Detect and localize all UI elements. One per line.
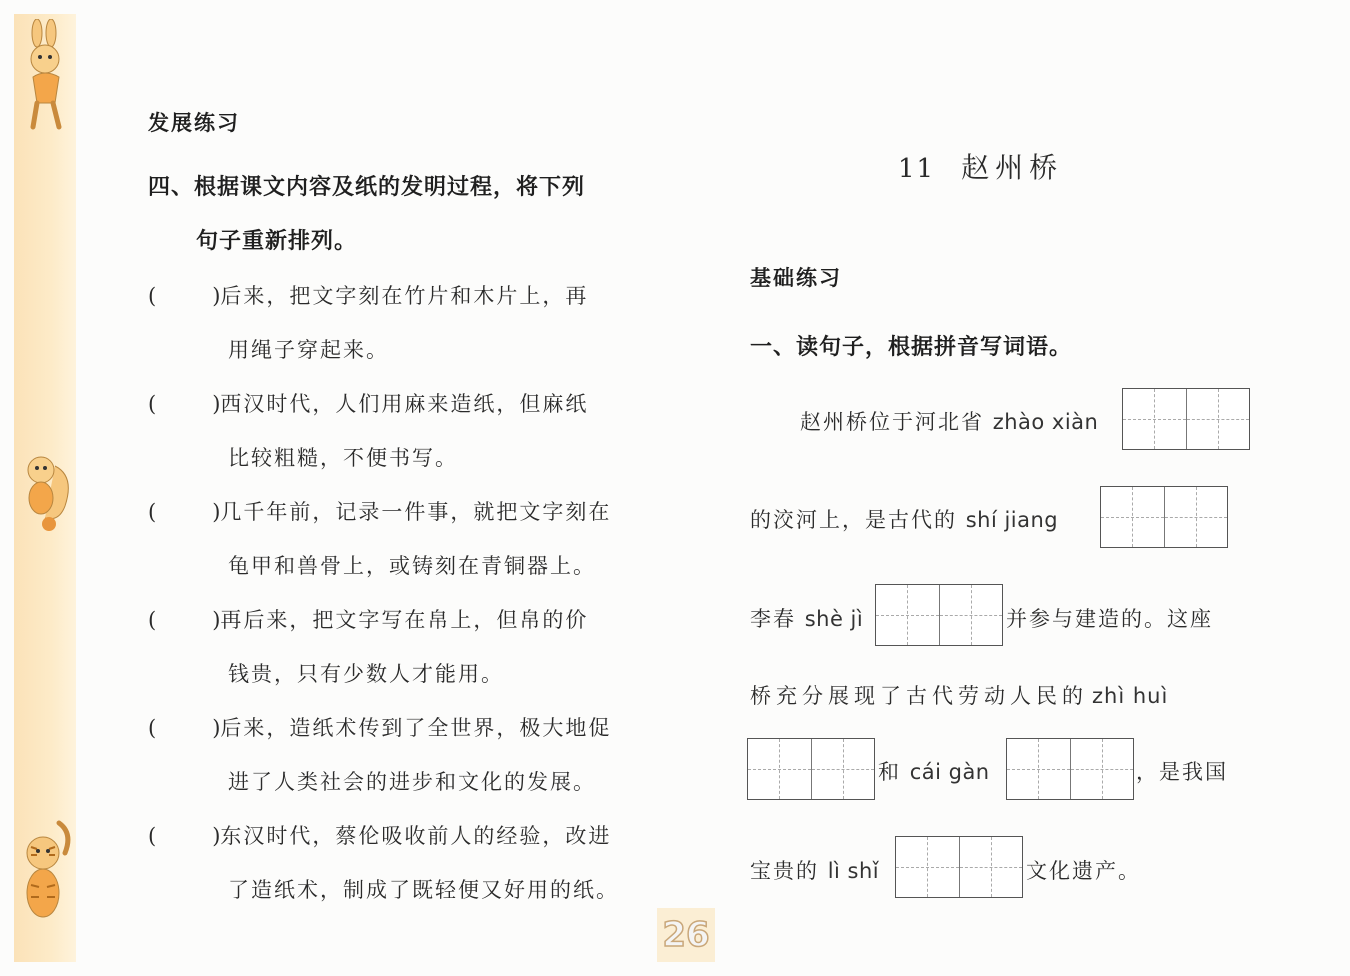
page-number: 26 xyxy=(657,908,715,962)
answer-paren-open[interactable]: ( xyxy=(148,608,157,632)
item-text-line1: 后来，把文字刻在竹片和木片上，再 xyxy=(220,284,589,308)
passage-segment: 文化遗产。 xyxy=(1026,859,1141,883)
pinyin-hint: zhào xiàn xyxy=(992,410,1099,434)
answer-paren-close: ) xyxy=(212,500,221,524)
answer-paren-close: ) xyxy=(212,392,221,416)
item-text-line2: 龟甲和兽骨上，或铸刻在青铜器上。 xyxy=(228,554,596,578)
answer-grid-lishi[interactable] xyxy=(895,836,1023,898)
answer-grid-sheji[interactable] xyxy=(875,584,1003,646)
answer-grid-zhaoxian[interactable] xyxy=(1122,388,1250,450)
item-text-line1: 西汉时代，人们用麻来造纸，但麻纸 xyxy=(220,392,589,416)
passage-segment: 赵州桥位于河北省 xyxy=(800,410,984,434)
question-title-line2: 句子重新排列。 xyxy=(196,229,358,254)
passage-segment: 桥充分展现了古代劳动人民的 xyxy=(750,684,1088,708)
lesson-title xyxy=(898,146,1063,186)
answer-paren-open[interactable]: ( xyxy=(148,716,157,740)
pinyin-hint: shè jì xyxy=(804,607,864,631)
pinyin-hint: zhì huì xyxy=(1092,684,1169,708)
item-text-line2: 用绳子穿起来。 xyxy=(228,338,389,362)
passage-segment: 和 xyxy=(878,760,901,784)
passage-text xyxy=(878,756,990,786)
tiger-icon xyxy=(14,812,76,932)
item-text-line1: 几千年前，记录一件事，就把文字刻在 xyxy=(220,500,612,524)
answer-paren-close: ) xyxy=(212,716,221,740)
passage-text xyxy=(750,855,879,885)
passage-text xyxy=(750,504,1058,534)
answer-grid-caigan[interactable] xyxy=(1006,738,1134,800)
question-title-line1: 四、根据课文内容及纸的发明过程，将下列 xyxy=(148,175,586,200)
lesson-number: 11 xyxy=(898,154,936,184)
passage-segment: 宝贵的 xyxy=(750,859,819,883)
passage-text xyxy=(750,680,1168,710)
lesson-title-text: 赵州桥 xyxy=(961,151,1064,184)
pinyin-hint: shí jiang xyxy=(965,508,1059,532)
answer-grid-zhihui[interactable] xyxy=(747,738,875,800)
passage-segment: 李春 xyxy=(750,607,796,631)
item-text-line1: 东汉时代，蔡伦吸收前人的经验，改进 xyxy=(220,824,612,848)
rabbit-icon xyxy=(14,18,76,138)
passage-segment: 的洨河上，是古代的 xyxy=(750,508,957,532)
item-text-line2: 钱贵，只有少数人才能用。 xyxy=(228,662,504,686)
section-heading-development: 发展练习 xyxy=(148,111,240,135)
answer-paren-close: ) xyxy=(212,608,221,632)
passage-text xyxy=(800,406,1098,436)
pinyin-hint: cái gàn xyxy=(909,760,990,784)
squirrel-icon xyxy=(14,445,76,535)
passage-segment: 并参与建造的。这座 xyxy=(1006,607,1213,631)
section-heading-basic: 基础练习 xyxy=(750,266,842,290)
answer-paren-open[interactable]: ( xyxy=(148,284,157,308)
passage-segment: ，是我国 xyxy=(1136,760,1228,784)
item-text-line1: 再后来，把文字写在帛上，但帛的价 xyxy=(220,608,589,632)
answer-paren-open[interactable]: ( xyxy=(148,392,157,416)
answer-paren-close: ) xyxy=(212,824,221,848)
pinyin-hint: lì shǐ xyxy=(827,859,880,883)
answer-grid-shijiang[interactable] xyxy=(1100,486,1228,548)
question-title-pinyin: 一、读句子，根据拼音写词语。 xyxy=(750,335,1073,360)
passage-text xyxy=(750,603,863,633)
answer-paren-open[interactable]: ( xyxy=(148,824,157,848)
answer-paren-open[interactable]: ( xyxy=(148,500,157,524)
item-text-line2: 比较粗糙，不便书写。 xyxy=(228,446,458,470)
item-text-line2: 了造纸术，制成了既轻便又好用的纸。 xyxy=(228,878,619,902)
answer-paren-close: ) xyxy=(212,284,221,308)
item-text-line2: 进了人类社会的进步和文化的发展。 xyxy=(228,770,596,794)
item-text-line1: 后来，造纸术传到了全世界，极大地促 xyxy=(220,716,612,740)
